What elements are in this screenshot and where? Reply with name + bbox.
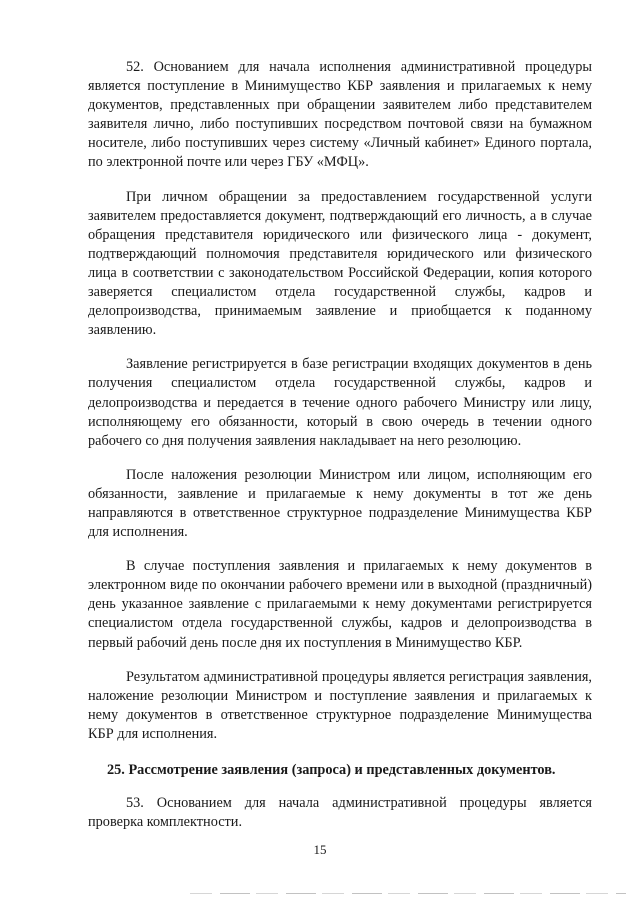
paragraph-52: 52. Основанием для начала исполнения административной процедуры является поступление в Минимущество КБР заявления и прилагаемых к нему документов, представленных при обращении заявителем либо представителем заявителя лично, либо поступивших посредством почтовой связи на бумажном носителе, либо поступивших через систему «Личный кабинет» Единого портала, по электронной почте или через ГБУ «МФЦ». (88, 59, 592, 171)
page-number: 15 (313, 842, 327, 857)
paragraph-53: 53. Основанием для начала административной процедуры является проверка комплектности. (88, 795, 592, 831)
paragraph-resolution: После наложения резолюции Министром или лицом, исполняющим его обязанности, заявление и прилагаемые к нему документы в тот же день направляются в ответственное структурное подразделение Минимущества КБР для исполнения. (88, 466, 592, 541)
paragraph-personal-request: При личном обращении за предоставлением государственной услуги заявителем предоставляется документ, подтверждающий его личность, а в случае обращения представителя юридического или физического лица - документ, подтверждающий полномочия представителя юридического или физического лица в соответствии с законодательством Российской Федерации, копия которого заверяется специалистом отдела государственной службы, кадров и делопроизводства, принимаемым заявление и приобщается к поданному заявлению. (88, 188, 592, 339)
scan-edge-line (190, 893, 626, 894)
section-heading: 25. Рассмотрение заявления (запроса) и представленных документов. (107, 762, 556, 778)
paragraph-electronic-submission: В случае поступления заявления и прилагаемых к нему документов в электронном виде по окончании рабочего времени или в выходной (праздничный) день указанное заявление с прилагаемыми к нему документами регистрируется специалистом отдела государственной службы, кадров и делопроизводства в первый рабочий день после дня их поступления в Минимущество КБР. (88, 558, 592, 651)
paragraph-registration: Заявление регистрируется в базе регистрации входящих документов в день получения специалистом отдела государственной службы, кадров и делопроизводства и передается в течение одного рабочего Министру или лицу, исполняющему его обязанности, который в свою очередь в течении одного рабочего со дня получения заявления накладывает на него резолюцию. (88, 356, 592, 449)
paragraph-result: Результатом административной процедуры является регистрация заявления, наложение резолюции Министром и поступление заявления и прилагаемых к нему документов в ответственное структурное подразделение Минимущества КБР для исполнения. (88, 668, 592, 742)
